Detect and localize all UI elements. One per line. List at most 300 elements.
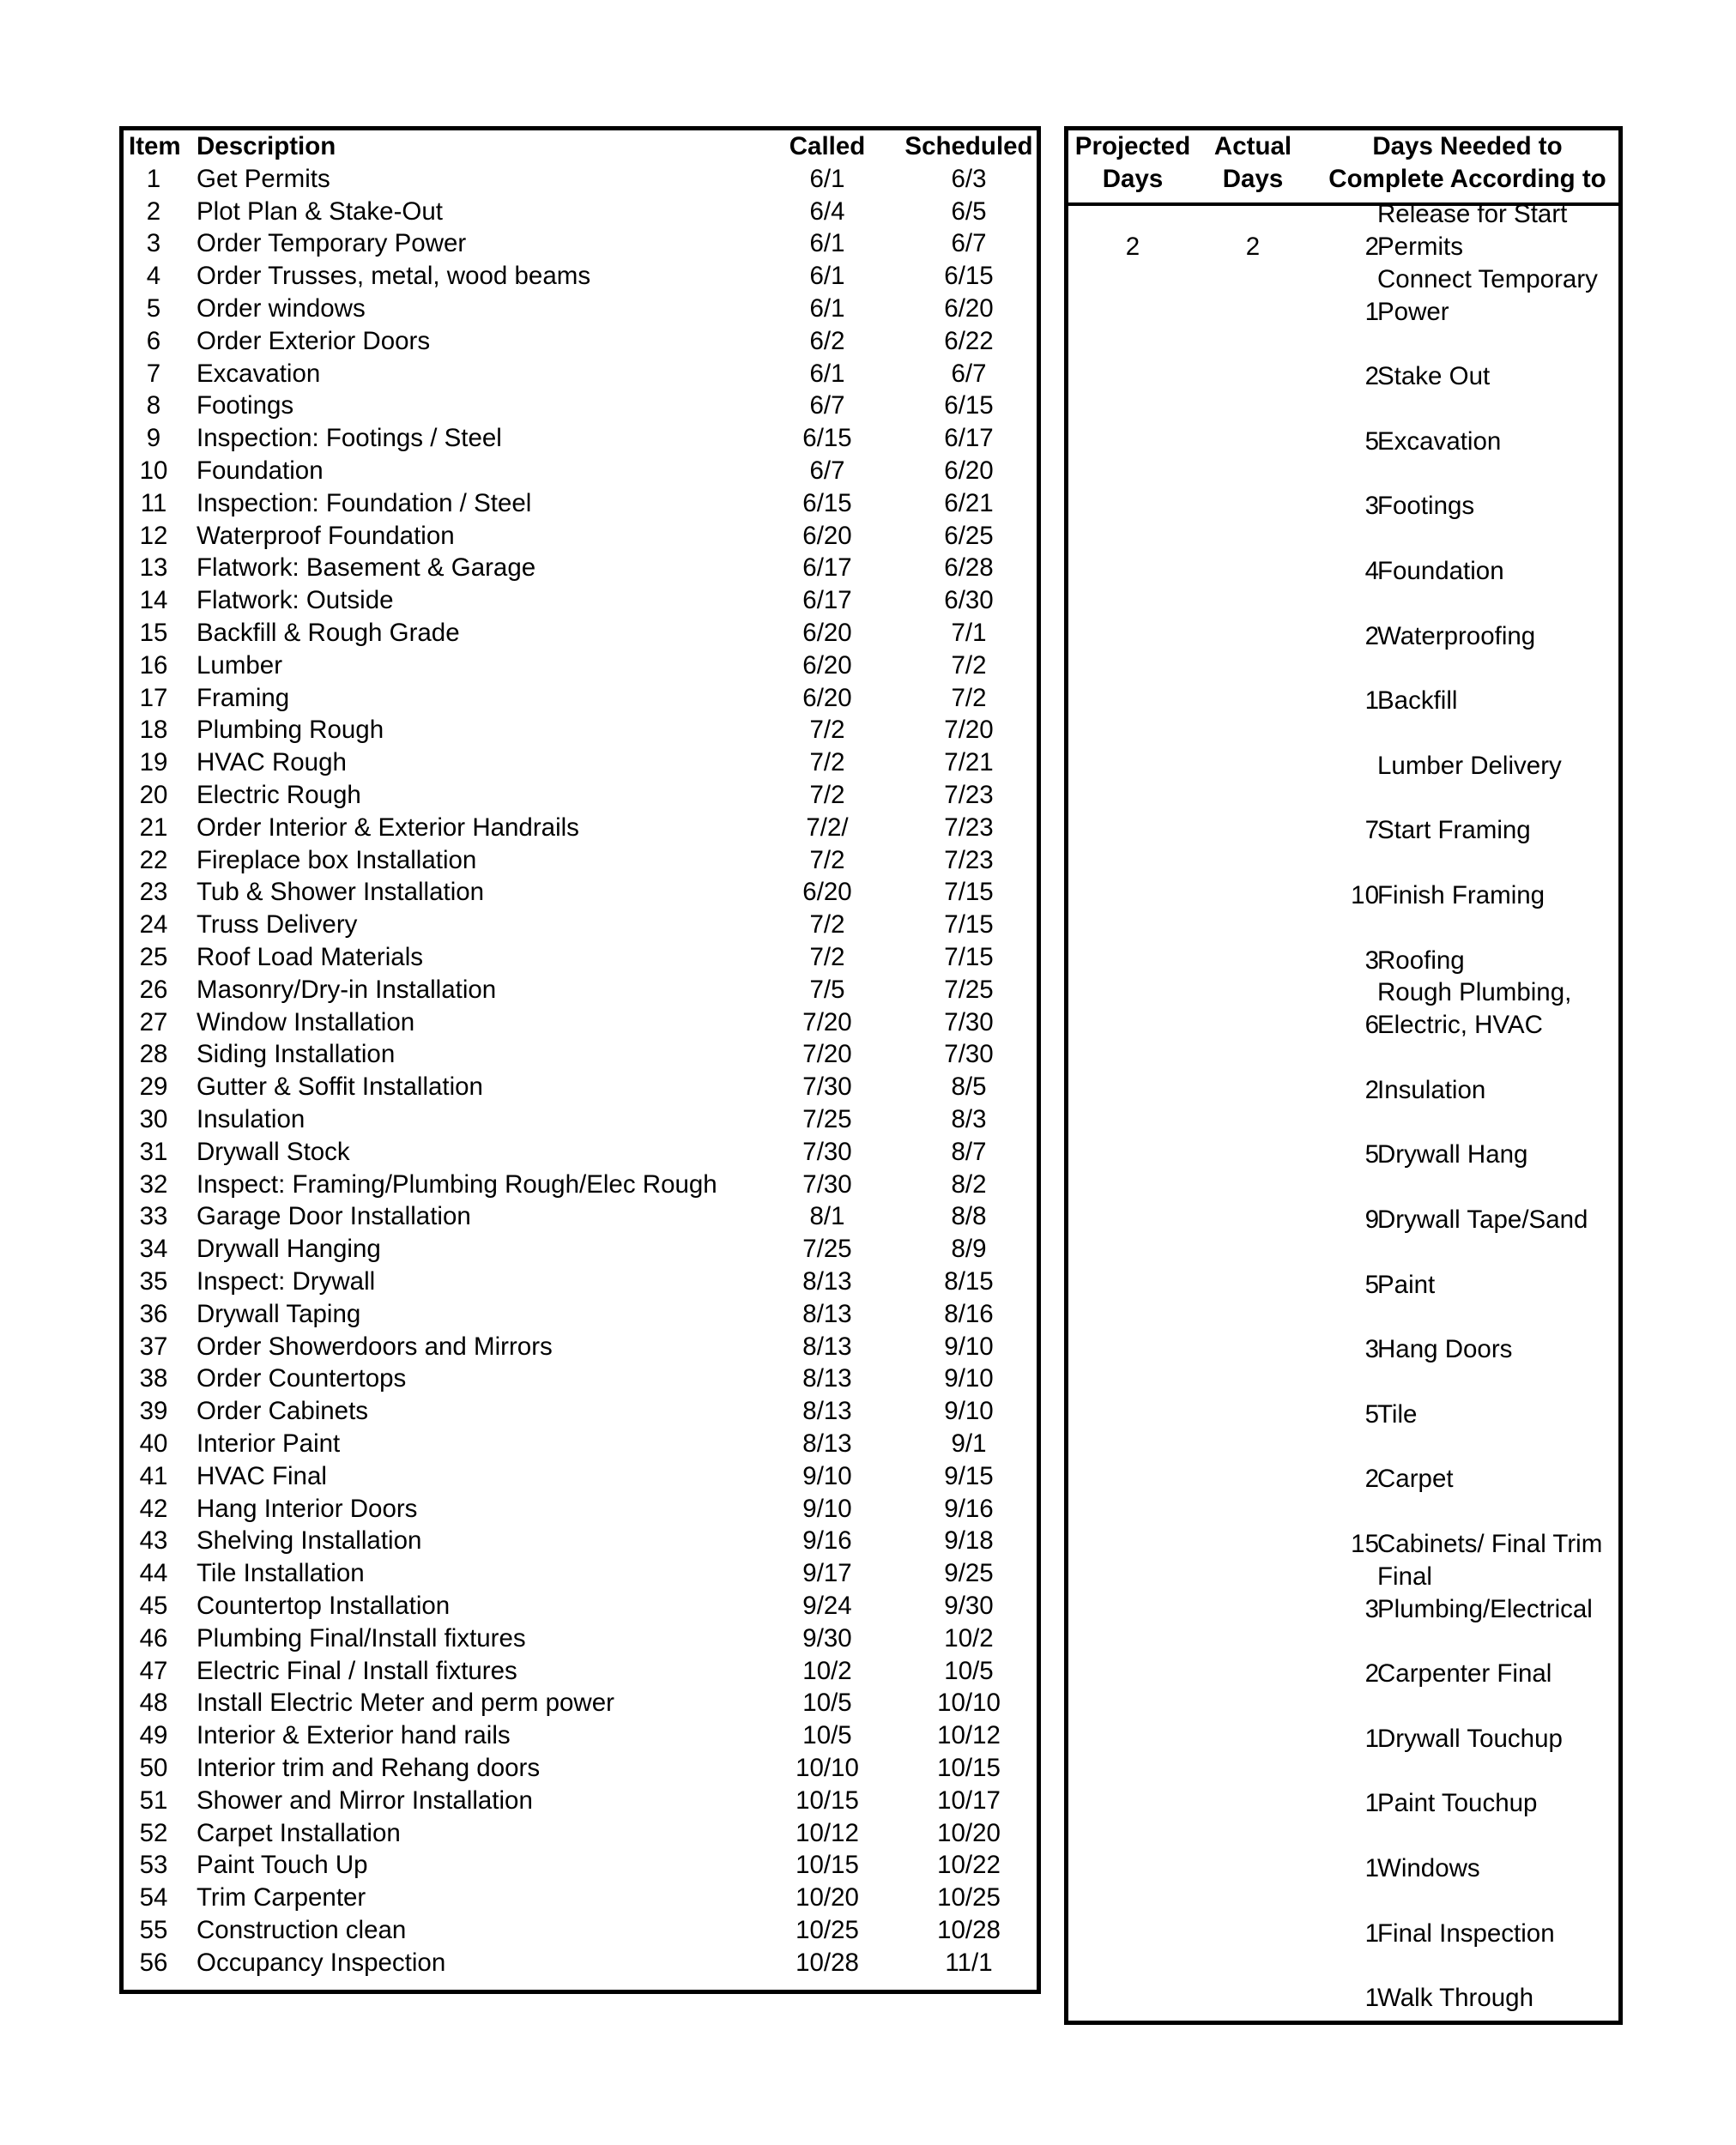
item-number: 5 xyxy=(146,294,161,323)
header-projected: Projected xyxy=(1074,132,1191,160)
called-date: 10/20 xyxy=(795,1883,859,1912)
task-description: Flatwork: Basement & Garage xyxy=(197,553,536,583)
task-description: Lumber xyxy=(197,650,283,680)
days-needed-value: 1 xyxy=(1364,1724,1379,1753)
called-date: 6/20 xyxy=(802,619,852,647)
item-number: 17 xyxy=(139,683,168,712)
table-row xyxy=(124,617,1037,650)
item-number: 27 xyxy=(139,1007,168,1036)
item-number: 31 xyxy=(139,1137,168,1166)
milestone-label: Walk Through xyxy=(1377,1984,1533,2013)
scheduled-date: 10/22 xyxy=(937,1851,1001,1880)
table-row xyxy=(124,325,1037,358)
scheduled-date: 8/9 xyxy=(951,1235,987,1264)
scheduled-date: 6/30 xyxy=(944,586,994,615)
called-date: 6/4 xyxy=(809,196,845,226)
milestone-label: Drywall Touchup xyxy=(1377,1724,1563,1753)
called-date: 9/10 xyxy=(802,1461,852,1490)
scheduled-date: 8/15 xyxy=(944,1267,994,1296)
item-number: 26 xyxy=(139,975,168,1004)
task-description: HVAC Final xyxy=(197,1461,327,1490)
item-number: 12 xyxy=(139,521,168,550)
called-date: 7/30 xyxy=(802,1072,852,1102)
list-item xyxy=(1068,1918,1618,1950)
scheduled-date: 7/1 xyxy=(951,619,987,647)
task-description: Flatwork: Outside xyxy=(197,586,394,615)
scheduled-date: 10/17 xyxy=(937,1785,1001,1815)
task-description: Install Electric Meter and perm power xyxy=(197,1689,614,1718)
list-item xyxy=(1068,1399,1618,1431)
called-date: 10/25 xyxy=(795,1916,859,1944)
table-row xyxy=(124,1590,1037,1622)
item-number: 34 xyxy=(139,1235,168,1264)
list-item xyxy=(1068,620,1618,653)
days-needed-value: 7 xyxy=(1364,816,1379,845)
item-number: 15 xyxy=(139,619,168,647)
table-row xyxy=(124,390,1037,422)
header-description: Description xyxy=(197,132,336,160)
called-date: 10/5 xyxy=(802,1689,852,1718)
task-description: Masonry/Dry-in Installation xyxy=(197,975,497,1004)
milestone-label: Roofing xyxy=(1377,946,1465,975)
called-date: 6/20 xyxy=(802,650,852,680)
days-needed-value: 5 xyxy=(1364,1270,1379,1299)
task-description: Framing xyxy=(197,683,290,712)
called-date: 6/1 xyxy=(809,262,845,291)
list-item xyxy=(1068,1982,1618,2015)
item-number: 3 xyxy=(146,229,161,258)
table-row xyxy=(124,1687,1037,1719)
called-date: 10/10 xyxy=(795,1754,859,1782)
item-number: 14 xyxy=(139,586,168,615)
days-needed-value: 3 xyxy=(1364,1594,1379,1623)
days-needed-value: 1 xyxy=(1364,1854,1379,1882)
called-date: 7/2 xyxy=(809,748,845,777)
task-description: Waterproof Foundation xyxy=(197,521,455,550)
list-item xyxy=(1068,1463,1618,1495)
called-date: 9/16 xyxy=(802,1526,852,1556)
scheduled-date: 6/20 xyxy=(944,456,994,485)
header-scheduled: Scheduled xyxy=(904,132,1033,160)
task-description: Interior trim and Rehang doors xyxy=(197,1754,541,1782)
task-description: Electric Rough xyxy=(197,781,361,809)
days-needed-value: 3 xyxy=(1364,492,1379,521)
item-number: 38 xyxy=(139,1364,168,1393)
task-description: Order Countertops xyxy=(197,1364,407,1393)
durations-table xyxy=(1064,126,1623,2025)
table-row xyxy=(124,1557,1037,1590)
scheduled-date: 6/21 xyxy=(944,488,994,517)
called-date: 8/13 xyxy=(802,1332,852,1361)
milestone-label: Connect Temporary xyxy=(1377,264,1598,293)
item-number: 51 xyxy=(139,1785,168,1815)
scheduled-date: 7/23 xyxy=(944,845,994,874)
durations-header-row-2 xyxy=(1068,163,1618,196)
table-row xyxy=(124,1752,1037,1785)
scheduled-date: 10/5 xyxy=(944,1656,994,1685)
scheduled-date: 7/21 xyxy=(944,748,994,777)
table-row xyxy=(124,1428,1037,1460)
scheduled-date: 9/10 xyxy=(944,1364,994,1393)
item-number: 28 xyxy=(139,1040,168,1069)
milestone-label: Carpenter Final xyxy=(1377,1659,1552,1689)
called-date: 7/2/ xyxy=(806,813,849,842)
item-number: 40 xyxy=(139,1429,168,1458)
task-description: Order Cabinets xyxy=(197,1397,369,1426)
header-actual-days: Days xyxy=(1222,164,1284,193)
scheduled-date: 9/10 xyxy=(944,1397,994,1426)
days-needed-value: 2 xyxy=(1364,621,1379,650)
table-row xyxy=(124,1266,1037,1298)
days-needed-value: 6 xyxy=(1364,1011,1379,1040)
list-item xyxy=(1068,814,1618,847)
scheduled-date: 10/25 xyxy=(937,1883,1001,1912)
scheduled-date: 8/3 xyxy=(951,1105,987,1133)
task-description: Interior & Exterior hand rails xyxy=(197,1721,511,1750)
task-description: Foundation xyxy=(197,456,324,485)
task-description: Inspection: Footings / Steel xyxy=(197,424,502,453)
days-needed-value: 2 xyxy=(1364,362,1379,391)
item-number: 2 xyxy=(146,196,161,226)
milestone-label: Footings xyxy=(1377,492,1475,521)
scheduled-date: 7/23 xyxy=(944,813,994,842)
table-row xyxy=(124,844,1037,877)
task-description: Order Showerdoors and Mirrors xyxy=(197,1332,553,1361)
scheduled-date: 6/17 xyxy=(944,424,994,453)
called-date: 6/1 xyxy=(809,229,845,258)
schedule-table xyxy=(119,126,1041,1994)
scheduled-date: 10/15 xyxy=(937,1754,1001,1782)
task-description: Get Permits xyxy=(197,164,330,193)
scheduled-date: 8/16 xyxy=(944,1299,994,1328)
item-number: 35 xyxy=(139,1267,168,1296)
list-item xyxy=(1068,750,1618,782)
table-row xyxy=(124,714,1037,746)
called-date: 6/20 xyxy=(802,683,852,712)
called-date: 8/13 xyxy=(802,1299,852,1328)
item-number: 32 xyxy=(139,1169,168,1199)
task-description: Plumbing Rough xyxy=(197,716,384,745)
scheduled-date: 6/15 xyxy=(944,391,994,420)
list-item xyxy=(1068,1852,1618,1885)
task-description: Order windows xyxy=(197,294,366,323)
header-days-needed: Days Needed to xyxy=(1372,132,1563,160)
milestone-label: Plumbing/Electrical xyxy=(1377,1594,1593,1623)
called-date: 7/2 xyxy=(809,845,845,874)
days-needed-value: 2 xyxy=(1364,232,1379,261)
called-date: 8/13 xyxy=(802,1364,852,1393)
called-date: 10/12 xyxy=(795,1818,859,1847)
table-row xyxy=(124,1395,1037,1428)
item-number: 4 xyxy=(146,262,161,291)
list-item xyxy=(1068,1269,1618,1302)
list-item xyxy=(1068,879,1618,912)
called-date: 6/1 xyxy=(809,164,845,193)
milestone-label: Cabinets/ Final Trim xyxy=(1377,1530,1603,1558)
table-row xyxy=(124,1785,1037,1817)
scheduled-date: 8/7 xyxy=(951,1137,987,1166)
called-date: 7/2 xyxy=(809,943,845,971)
item-number: 29 xyxy=(139,1072,168,1102)
item-number: 33 xyxy=(139,1202,168,1231)
scheduled-date: 8/2 xyxy=(951,1169,987,1199)
table-row xyxy=(124,1525,1037,1557)
task-description: Countertop Installation xyxy=(197,1592,451,1620)
list-item xyxy=(1068,426,1618,458)
table-row xyxy=(124,1622,1037,1655)
item-number: 19 xyxy=(139,748,168,777)
scheduled-date: 10/28 xyxy=(937,1916,1001,1944)
header-item: Item xyxy=(129,132,181,160)
item-number: 11 xyxy=(140,488,167,517)
list-item xyxy=(1068,263,1618,329)
scheduled-date: 7/30 xyxy=(944,1007,994,1036)
scheduled-date: 6/7 xyxy=(951,359,987,388)
table-row xyxy=(124,941,1037,974)
days-needed-value: 2 xyxy=(1364,1465,1379,1494)
task-description: Inspection: Foundation / Steel xyxy=(197,488,532,517)
days-needed-value: 5 xyxy=(1364,1140,1379,1169)
list-item xyxy=(1068,1658,1618,1690)
task-description: HVAC Rough xyxy=(197,748,347,777)
scheduled-date: 6/22 xyxy=(944,326,994,355)
table-row xyxy=(124,1169,1037,1201)
called-date: 6/7 xyxy=(809,391,845,420)
table-row xyxy=(124,1298,1037,1331)
table-row xyxy=(124,812,1037,844)
list-item xyxy=(1068,1333,1618,1366)
task-description: Roof Load Materials xyxy=(197,943,424,971)
days-needed-value: 9 xyxy=(1364,1205,1379,1234)
days-needed-value: 5 xyxy=(1364,426,1379,456)
task-description: Order Exterior Doors xyxy=(197,326,431,355)
milestone-label: Tile xyxy=(1377,1399,1418,1429)
task-description: Order Temporary Power xyxy=(197,229,467,258)
called-date: 7/20 xyxy=(802,1040,852,1069)
table-row xyxy=(124,1038,1037,1071)
milestone-label: Power xyxy=(1377,297,1449,326)
item-number: 7 xyxy=(146,359,161,388)
item-number: 47 xyxy=(139,1656,168,1685)
table-row xyxy=(124,1882,1037,1914)
milestone-label: Hang Doors xyxy=(1377,1335,1513,1364)
task-description: Inspect: Drywall xyxy=(197,1267,376,1296)
item-number: 30 xyxy=(139,1105,168,1133)
item-number: 9 xyxy=(146,424,161,453)
list-item xyxy=(1068,1204,1618,1236)
called-date: 8/13 xyxy=(802,1397,852,1426)
days-needed-value: 5 xyxy=(1364,1399,1379,1429)
list-item xyxy=(1068,1561,1618,1626)
task-description: Carpet Installation xyxy=(197,1818,401,1847)
header-called: Called xyxy=(789,132,866,160)
scheduled-date: 7/2 xyxy=(951,650,987,680)
task-description: Electric Final / Install fixtures xyxy=(197,1656,517,1685)
item-number: 45 xyxy=(139,1592,168,1620)
item-number: 22 xyxy=(139,845,168,874)
milestone-label: Foundation xyxy=(1377,557,1504,585)
scheduled-date: 9/25 xyxy=(944,1559,994,1588)
table-row xyxy=(124,1136,1037,1169)
scheduled-date: 6/25 xyxy=(944,521,994,550)
called-date: 6/1 xyxy=(809,294,845,323)
table-row xyxy=(124,974,1037,1006)
table-row xyxy=(124,1331,1037,1363)
called-date: 6/20 xyxy=(802,521,852,550)
table-row xyxy=(124,584,1037,617)
scheduled-date: 7/2 xyxy=(951,683,987,712)
item-number: 49 xyxy=(139,1721,168,1750)
scheduled-date: 6/20 xyxy=(944,294,994,323)
task-description: Inspect: Framing/Plumbing Rough/Elec Rough xyxy=(197,1169,717,1199)
milestone-label: Start Framing xyxy=(1377,816,1531,845)
table-row xyxy=(124,1006,1037,1039)
scheduled-date: 7/15 xyxy=(944,910,994,940)
task-description: Siding Installation xyxy=(197,1040,396,1069)
item-number: 53 xyxy=(139,1851,168,1880)
called-date: 6/1 xyxy=(809,359,845,388)
task-description: Shelving Installation xyxy=(197,1526,422,1556)
item-number: 23 xyxy=(139,878,168,907)
days-needed-value: 3 xyxy=(1364,1335,1379,1364)
milestone-label: Paint Touchup xyxy=(1377,1789,1538,1818)
scheduled-date: 7/15 xyxy=(944,943,994,971)
scheduled-date: 9/15 xyxy=(944,1461,994,1490)
item-number: 10 xyxy=(139,456,168,485)
milestone-label: Drywall Hang xyxy=(1377,1140,1528,1169)
item-number: 56 xyxy=(139,1948,168,1977)
item-number: 16 xyxy=(139,650,168,680)
days-needed-value: 2 xyxy=(1364,1659,1379,1689)
task-description: Occupancy Inspection xyxy=(197,1948,446,1977)
table-row xyxy=(124,227,1037,260)
table-row xyxy=(124,520,1037,553)
task-description: Shower and Mirror Installation xyxy=(197,1785,533,1815)
item-number: 8 xyxy=(146,391,161,420)
milestone-label: Excavation xyxy=(1377,426,1502,456)
scheduled-date: 7/25 xyxy=(944,975,994,1004)
task-description: Plumbing Final/Install fixtures xyxy=(197,1623,526,1653)
list-item xyxy=(1068,1074,1618,1107)
task-description: Order Interior & Exterior Handrails xyxy=(197,813,579,842)
task-description: Garage Door Installation xyxy=(197,1202,471,1231)
scheduled-date: 8/5 xyxy=(951,1072,987,1102)
list-item xyxy=(1068,1528,1618,1561)
scheduled-date: 10/12 xyxy=(937,1721,1001,1750)
table-row xyxy=(124,293,1037,325)
called-date: 7/20 xyxy=(802,1007,852,1036)
called-date: 9/30 xyxy=(802,1623,852,1653)
table-row xyxy=(124,1460,1037,1493)
days-needed-value: 10 xyxy=(1351,881,1379,909)
called-date: 7/5 xyxy=(809,975,845,1004)
scheduled-date: 9/10 xyxy=(944,1332,994,1361)
table-row xyxy=(124,682,1037,715)
item-number: 50 xyxy=(139,1754,168,1782)
item-number: 55 xyxy=(139,1916,168,1944)
list-item xyxy=(1068,685,1618,717)
item-number: 39 xyxy=(139,1397,168,1426)
table-row xyxy=(124,422,1037,455)
table-row xyxy=(124,487,1037,520)
table-row xyxy=(124,552,1037,584)
task-description: Hang Interior Doors xyxy=(197,1494,418,1523)
days-needed-value: 2 xyxy=(1364,1075,1379,1104)
called-date: 10/28 xyxy=(795,1948,859,1977)
called-date: 6/15 xyxy=(802,488,852,517)
item-number: 13 xyxy=(139,553,168,583)
item-number: 44 xyxy=(139,1559,168,1588)
task-description: Tile Installation xyxy=(197,1559,365,1588)
item-number: 18 xyxy=(139,716,168,745)
scheduled-date: 9/18 xyxy=(944,1526,994,1556)
milestone-label: Electric, HVAC xyxy=(1377,1011,1543,1040)
milestone-label: Windows xyxy=(1377,1854,1480,1882)
milestone-label: Insulation xyxy=(1377,1075,1486,1104)
table-row xyxy=(124,1200,1037,1233)
scheduled-date: 7/20 xyxy=(944,716,994,745)
schedule-header-row xyxy=(124,130,1037,163)
called-date: 6/15 xyxy=(802,424,852,453)
list-item xyxy=(1068,1723,1618,1755)
task-description: Window Installation xyxy=(197,1007,415,1036)
task-description: Drywall Stock xyxy=(197,1137,350,1166)
scheduled-date: 10/20 xyxy=(937,1818,1001,1847)
task-description: Drywall Taping xyxy=(197,1299,361,1328)
scheduled-date: 6/5 xyxy=(951,196,987,226)
table-row xyxy=(124,1655,1037,1688)
milestone-label: Final Inspection xyxy=(1377,1918,1555,1948)
header-projected-days: Days xyxy=(1102,164,1164,193)
milestone-label: Waterproofing xyxy=(1377,621,1536,650)
called-date: 8/13 xyxy=(802,1267,852,1296)
days-needed-value: 3 xyxy=(1364,946,1379,975)
milestone-label: Backfill xyxy=(1377,686,1458,716)
milestone-label: Rough Plumbing, xyxy=(1377,978,1572,1007)
days-needed-value: 1 xyxy=(1364,1918,1379,1948)
projected-days-value: 2 xyxy=(1125,233,1140,261)
table-row xyxy=(124,1363,1037,1395)
item-number: 25 xyxy=(139,943,168,971)
table-row xyxy=(124,746,1037,779)
called-date: 9/17 xyxy=(802,1559,852,1588)
table-row xyxy=(124,358,1037,390)
milestone-label: Permits xyxy=(1377,232,1463,261)
scheduled-date: 6/28 xyxy=(944,553,994,583)
milestone-label: Final xyxy=(1377,1562,1432,1591)
item-number: 42 xyxy=(139,1494,168,1523)
scheduled-date: 6/15 xyxy=(944,262,994,291)
task-description: Gutter & Soffit Installation xyxy=(197,1072,483,1102)
called-date: 6/7 xyxy=(809,456,845,485)
called-date: 7/30 xyxy=(802,1137,852,1166)
table-row xyxy=(124,1071,1037,1103)
called-date: 6/17 xyxy=(802,553,852,583)
task-description: Tub & Shower Installation xyxy=(197,878,485,907)
list-item xyxy=(1068,1139,1618,1171)
scheduled-date: 7/30 xyxy=(944,1040,994,1069)
milestone-label: Carpet xyxy=(1377,1465,1454,1494)
called-date: 8/13 xyxy=(802,1429,852,1458)
called-date: 7/25 xyxy=(802,1235,852,1264)
scheduled-date: 7/15 xyxy=(944,878,994,907)
called-date: 6/17 xyxy=(802,586,852,615)
called-date: 9/24 xyxy=(802,1592,852,1620)
item-number: 6 xyxy=(146,326,161,355)
called-date: 7/2 xyxy=(809,781,845,809)
task-description: Fireplace box Installation xyxy=(197,845,477,874)
table-row xyxy=(124,163,1037,196)
